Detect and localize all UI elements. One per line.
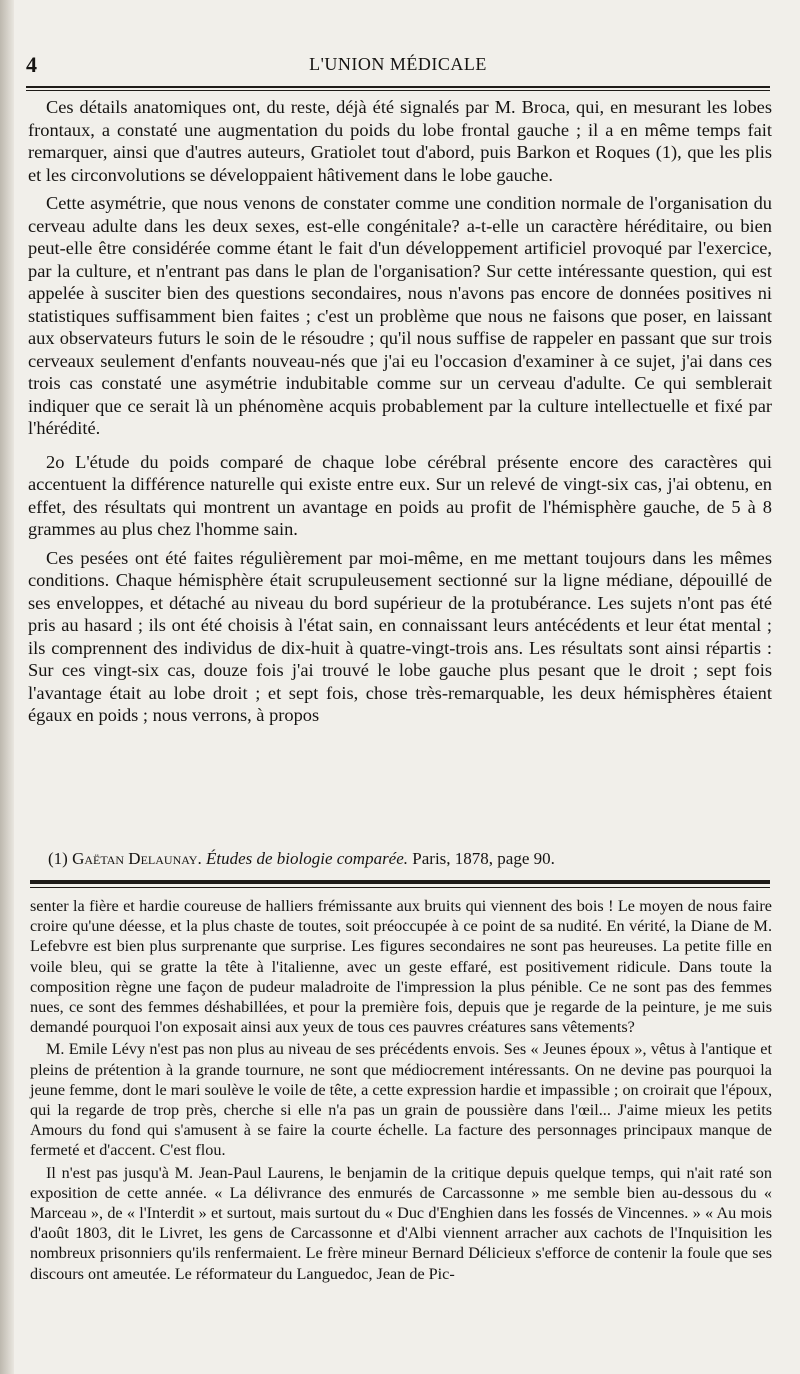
footnote-author: Gaëtan Delaunay. (72, 849, 202, 868)
article-body (28, 96, 772, 733)
feuilleton-body (30, 896, 772, 1286)
footnote-marker: (1) (48, 849, 68, 868)
footnote (48, 848, 768, 870)
footnote-rest: Paris, 1878, page 90. (412, 849, 555, 868)
running-title: L'UNION MÉDICALE (309, 54, 487, 74)
feuilleton-separator (30, 880, 770, 884)
feuilleton-paragraph-1: senter la fière et hardie coureuse de halliers frémissante aux bruits qui viennent des bois ! Le moyen de nous faire croire qu'une déesse, et la plus chaste de toutes, soit préoccupée à ce point de sa nudité. En vérité, la Diane de M. Lefebvre est bien plus surprenante que surprise. Les figures secondaires ne sont pas heureuses. La petite fille en voile bleu, qui se gratte la tête à l'italienne, avec un geste effaré, est positivement ridicule. Dans toute la composition règne une façon de pudeur maladroite de l'impression la plus pénible. Ce ne sont pas des femmes nues, ce sont des femmes déshabillées, et pour la première fois, depuis que je regarde de la peinture, je me suis demandé pourquoi l'on exposait ainsi aux yeux de tous ces pauvres créatures sans vêtements? (30, 897, 772, 1037)
feuilleton-paragraph-3: Il n'est pas jusqu'à M. Jean-Paul Laurens, le benjamin de la critique depuis quelque temps, qui n'ait raté son exposition de cette année. « La délivrance des enmurés de Carcassonne » me semble bien au-dessous du « Marceau », de « l'Interdit » et surtout, mais surtout du « Duc d'Enghien dans les fossés de Vincennes. » « Au mois d'août 1803, dit le Livret, les gens de Carcassonne et d'Albi viennent arracher aux cachots de l'Inquisition les nombreux prisonniers qu'ils renfermaient. Le frère mineur Bernard Délicieux s'efforce de contenir la foule que ses discours ont ameutée. Le réformateur du Languedoc, Jean de Pic- (30, 1163, 772, 1283)
page-binding-edge (0, 0, 14, 1374)
header-rule-thin (26, 90, 770, 91)
article-paragraph-1: Ces détails anatomiques ont, du reste, déjà été signalés par M. Broca, qui, en mesurant les lobes frontaux, a constaté une augmentation du poids du lobe frontal gauche ; il a en même temps fait remarquer, ainsi que d'autres auteurs, Gratiolet tout d'abord, puis Barkon et Roques (1), que les plis et les circonvolutions se développaient hâtivement dans le lobe gauche. (28, 97, 772, 185)
feuilleton-paragraph-2: M. Emile Lévy n'est pas non plus au niveau de ses précédents envois. Ses « Jeunes époux », vêtus à l'antique et pleins de prétention à la grande tournure, ne sont que médiocrement intéressants. On ne devine pas pourquoi la jeune femme, dont le mari soulève le voile de tête, a cette expression hardie et impassible ; on croirait que l'époux, qui la regarde de trop près, cherche si elle n'a pas un grain de poussière dans l'œil... J'aime mieux les petits Amours du fond qui s'amusent à se faire la courte échelle. La facture des personnages principaux manque de fermeté et d'accent. C'est flou. (30, 1040, 772, 1160)
page-header (26, 52, 770, 80)
article-paragraph-2: Cette asymétrie, que nous venons de constater comme une condition normale de l'organisation du cerveau adulte dans les deux sexes, est-elle congénitale? a-t-elle un caractère héréditaire, ou bien peut-elle être considérée comme étant le fait d'un développement artificiel provoqué par l'exercice, par la culture, et n'entrant pas dans le plan de l'organisation? Sur cette intéressante question, qui est appelée à susciter bien des questions secondaires, nous n'avons pas encore de données positives ni statistiques suffisamment bien faites ; c'est un problème que nous ne faisons que poser, en laissant aux observateurs futurs le soin de le résoudre ; qu'il nous suffise de rappeler en passant que sur trois cerveaux seulement d'enfants nouveau-nés que j'ai eu l'occasion d'examiner à ce sujet, j'ai dans ces trois cas constaté une asymétrie indubitable comme sur un cerveau d'adulte. Ce qui semblerait indiquer que ce serait là un phénomène acquis probablement par la culture intellectuelle et fixé par l'hérédité. (28, 193, 772, 438)
feuilleton-separator-thin (30, 887, 770, 888)
page-number: 4 (26, 52, 37, 77)
article-paragraph-4: Ces pesées ont été faites régulièrement par moi-même, en me mettant toujours dans les mêmes conditions. Chaque hémisphère était scrupuleusement sectionné sur la ligne médiane, dépouillé de ses enveloppes, et détaché au niveau du bord supérieur de la protubérance. Les sujets n'ont pas été pris au hasard ; ils ont été choisis à l'état sain, en connaissant leurs antécédents et leur état mental ; ils comprennent des individus de dix-huit à quatre-vingt-trois ans. Les résultats sont ainsi répartis : Sur ces vingt-six cas, douze fois j'ai trouvé le lobe gauche plus pesant que le droit ; sept fois l'avantage était au lobe droit ; et sept fois, chose très-remarquable, les deux hémisphères étaient égaux en poids ; nous verrons, à propos (28, 547, 772, 725)
article-paragraph-3: 2o L'étude du poids comparé de chaque lobe cérébral présente encore des caractères qui accentuent la différence naturelle qui existe entre eux. Sur un relevé de vingt-six cas, j'ai obtenu, en effet, des résultats qui montrent un avantage en poids au profit de l'hémisphère gauche, de 5 à 8 grammes au plus chez l'homme sain. (28, 451, 772, 539)
footnote-title: Études de biologie comparée. (205, 849, 409, 868)
header-rule (26, 86, 770, 88)
